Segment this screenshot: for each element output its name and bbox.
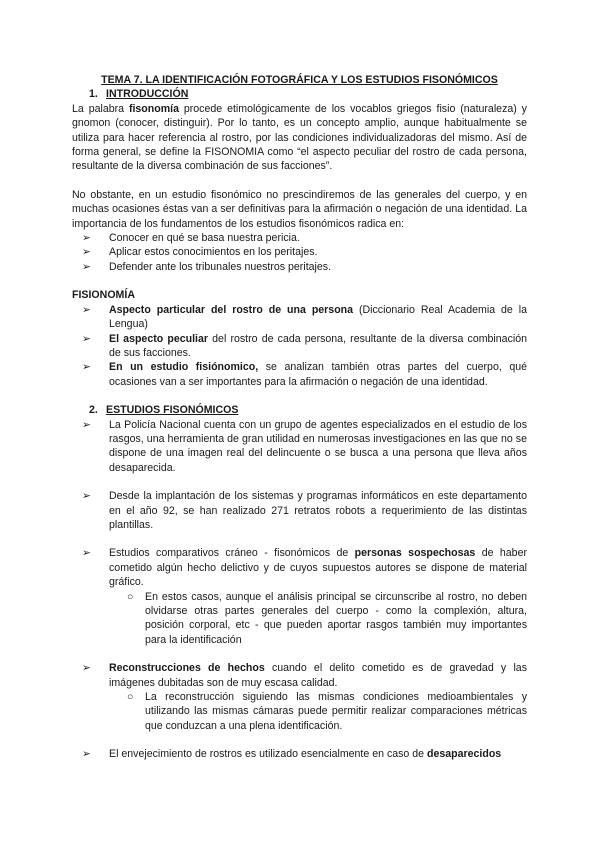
list-item-bold: El aspecto peculiar (109, 332, 208, 345)
section-heading-introduccion (72, 87, 527, 101)
arrow-bullet-icon: ➢ (82, 547, 91, 560)
section-number: 2. (89, 404, 98, 417)
section-heading-fisionomia: FISIONOMÍA (72, 289, 135, 302)
list-item-text: La Policía Nacional cuenta con un grupo de agentes especializados en el estudio de los rasgos, una herramienta de gran utilidad en numerosas investigaciones en las que no se dispone de una imagen real del delincuente o se busca a una persona que lleva años desaparecida. (109, 418, 527, 474)
arrow-bullet-icon: ➢ (82, 662, 91, 675)
list-item (72, 661, 527, 690)
list-item-text: Estudios comparativos cráneo - fisonómicos de (109, 547, 355, 560)
list-item-text: Conocer en qué se basa nuestra pericia. (109, 232, 300, 245)
list-item-bold: personas sospechosas (354, 547, 476, 560)
circle-bullet-icon: ○ (127, 590, 134, 603)
list-item-text: se analizan también otras partes del cuerpo, qué ocasiones van a ser importantes para la afirmación o negación de una identidad. (109, 361, 527, 388)
arrow-bullet-icon: ➢ (82, 332, 91, 345)
list-item (72, 546, 527, 589)
sub-list-item (72, 690, 527, 733)
document-title: TEMA 7. LA IDENTIFICACIÓN FOTOGRÁFICA Y LOS ESTUDIOS FISONÓMICOS (101, 74, 498, 86)
list-item-bold: Reconstrucciones de hechos (109, 662, 265, 675)
term-fisonomia: fisonomía (128, 102, 179, 115)
document-body (72, 73, 527, 762)
list-item-text: Defender ante los tribunales nuestros peritajes. (109, 260, 332, 273)
intro-paragraph-2: No obstante, en un estudio fisonómico no prescindiremos de las generales del cuerpo, y en muchas ocasiones éstas van a ser definitivas para la afirmación o negación de una identidad. La importancia de los fundamentos de los estudios fisonómicos radica en: (72, 188, 527, 230)
list-item-text: Desde la implantación de los sistemas y programas informáticos en este departamento en el año 92, se han realizado 271 retratos robots a requerimiento de las distintas plantillas. (109, 490, 527, 531)
list-item-text: Aplicar estos conocimientos en los peritajes. (109, 246, 318, 259)
section-number: 1. (89, 88, 98, 101)
list-item-text: del rostro de cada persona, resultante de la diversa combinación de sus facciones. (109, 332, 527, 359)
list-item-text: de haber cometido algún hecho delictivo y de cuyos supuestos autores se dispone de material gráfico. (109, 547, 527, 589)
list-item (72, 245, 527, 259)
text-run: procede etimológicamente de los vocablos griegos fisio (naturaleza) y gnomon (conocer, distinguir). Por lo tanto, es un concepto amplio, aunque habitualmente se utiliza para hacer referencia al rostro, por las condiciones individualizadoras del mismo. Así de forma general, se define la FISONOMIA como “el aspecto peculiar del rostro de cada persona, resultante de la diversa combinación de sus facciones”. (72, 102, 527, 173)
list-item (72, 260, 527, 274)
arrow-bullet-icon: ➢ (82, 361, 91, 374)
arrow-bullet-icon: ➢ (82, 748, 91, 761)
spacer (72, 647, 527, 661)
list-item-text: (Diccionario Real Academia de la Lengua) (109, 303, 527, 331)
spacer (72, 389, 527, 403)
arrow-bullet-icon: ➢ (82, 246, 91, 259)
list-item (72, 418, 527, 476)
section-title: ESTUDIOS FISONÓMICOS (106, 404, 239, 417)
spacer (72, 475, 527, 489)
arrow-bullet-icon: ➢ (82, 490, 91, 503)
circle-bullet-icon: ○ (127, 691, 134, 704)
text-run: La palabra (72, 102, 129, 115)
list-item (72, 332, 527, 361)
arrow-bullet-icon: ➢ (82, 418, 91, 431)
section-heading-estudios (72, 403, 527, 417)
list-item (72, 303, 527, 332)
arrow-bullet-icon: ➢ (82, 303, 91, 316)
list-item-bold: desaparecidos (427, 748, 502, 761)
spacer (72, 532, 527, 546)
spacer (72, 733, 527, 747)
intro-paragraph-1 (72, 102, 527, 174)
spacer (72, 274, 527, 288)
section-title: INTRODUCCIÓN (106, 88, 189, 101)
list-item-bold: En un estudio fisiónomico, (109, 361, 259, 374)
spacer (72, 174, 527, 188)
list-item (72, 489, 527, 532)
sub-list-item-text: En estos casos, aunque el análisis principal se circunscribe al rostro, no deben olvidarse otras partes generales del cuerpo - como la complexión, altura, posición corporal, etc - que pueden aportar rasgos también muy importantes para la identificación (145, 590, 527, 646)
sub-list-item-text: La reconstrucción siguiendo las mismas condiciones medioambientales y utilizando las mismas cámaras puede permitir realizar comparaciones métricas que conduzcan a una plena identificación. (145, 691, 527, 732)
list-item (72, 360, 527, 389)
list-item (72, 231, 527, 245)
arrow-bullet-icon: ➢ (82, 260, 91, 273)
sub-list-item (72, 590, 527, 648)
list-item-text: cuando el delito cometido es de gravedad y las imágenes dubitadas son de muy escasa calidad. (109, 662, 527, 689)
arrow-bullet-icon: ➢ (82, 232, 91, 245)
list-item-text: El envejecimiento de rostros es utilizado esencialmente en caso de (109, 748, 427, 761)
list-item-bold: Aspecto particular del rostro de una persona (109, 303, 354, 316)
list-item (72, 747, 527, 761)
